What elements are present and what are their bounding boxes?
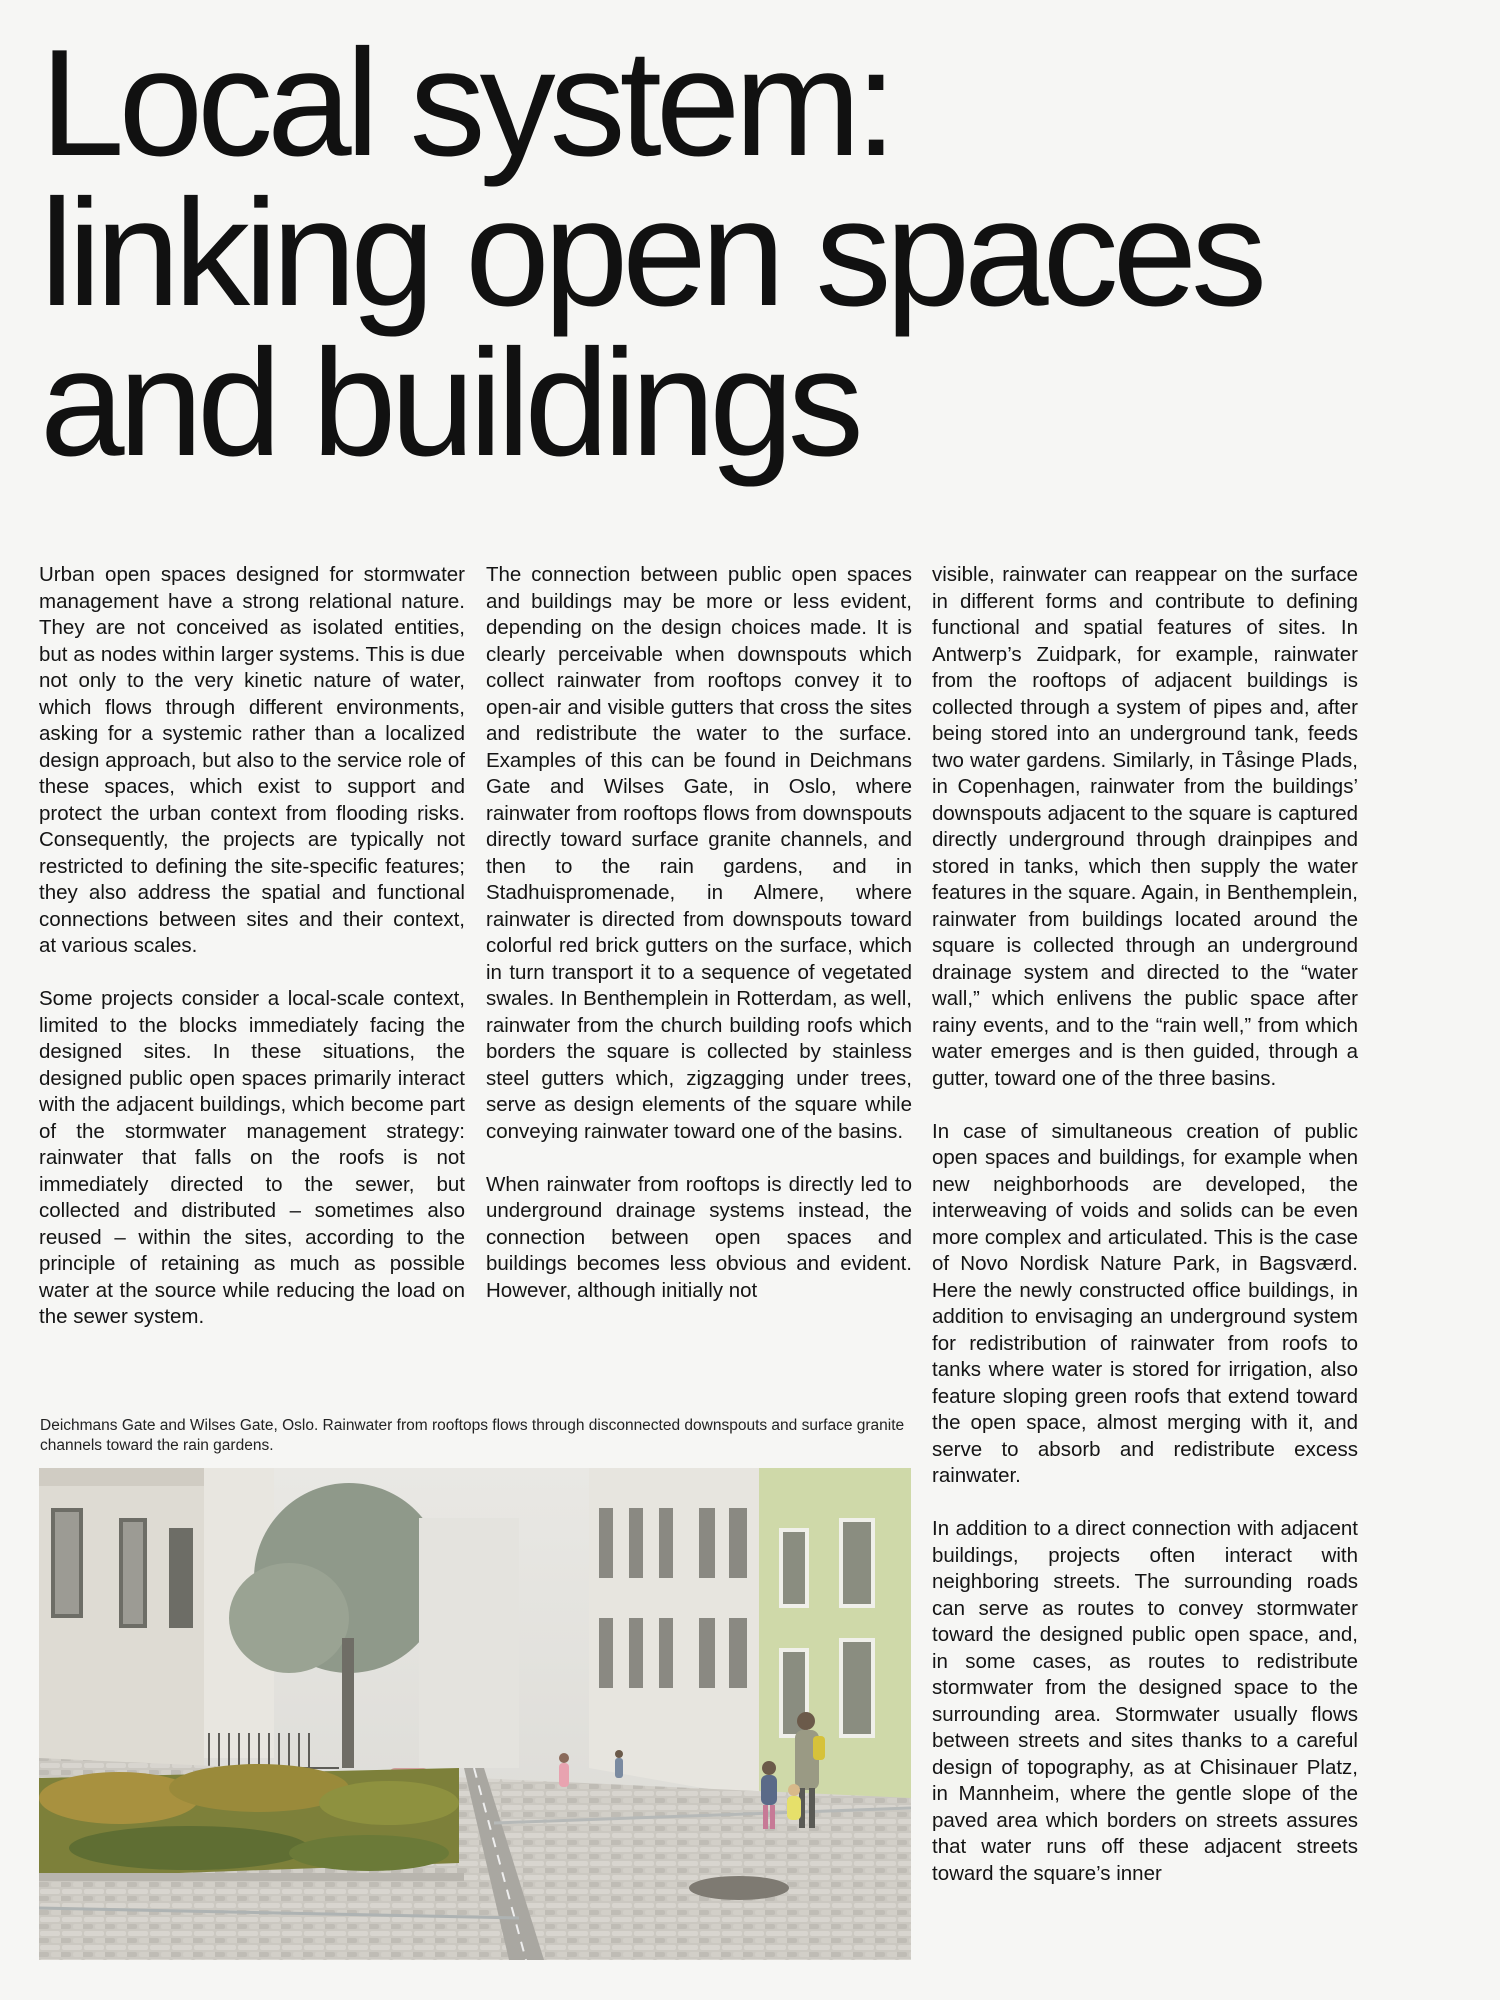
paragraph: In case of simultaneous creation of public open spaces and buildings, for example when new neighborhoods are developed, the interweaving of voids and solids can be even more complex and articulated. This is the case of Novo Nordisk Nature Park, in Bagsværd. Here the newly constructed office buildings, in addition to envisaging an underground system for redistribution of rainwater from roofs to tanks where water is stored for irrigation, also feature sloping green roofs that extend toward the open space, almost merging with it, and serve to absorb and redistribute excess rainwater. (932, 1119, 1358, 1487)
paragraph: The connection between public open spaces and buildings may be more or less evident, depending on the design choices made. It is clearly perceivable when downspouts which collect rainwater from rooftops convey it to open-air and visible gutters that cross the sites and redistribute the water to the surface. Examples of this can be found in Deichmans Gate and Wilses Gate, in Oslo, where rainwater from rooftops flows from downspouts directly toward surface granite channels, and then to the rain gardens, and in Stadhuispromenade, in Almere, where rainwater is directed from downspouts toward colorful red brick gutters on the surface, which in turn transport it to a sequence of vegetated swales. In Benthemplein in Rotterdam, as well, rainwater from the church building roofs which borders the square is collected by stainless steel gutters which, zigzagging under trees, serve as design elements of the square while conveying rainwater toward one of the basins. (486, 563, 912, 1143)
title-line-2: linking open spaces (40, 168, 1262, 338)
window (169, 1528, 193, 1628)
street-photo-illustration (39, 1468, 911, 1960)
paragraph: visible, rainwater can reappear on the surface in different forms and contribute to defining functional and spatial features of sites. In Antwerp’s Zuidpark, for example, rainwater from the rooftops of adjacent buildings is collected through a system of pipes and, after being stored into an underground tank, feeds two water gardens. Similarly, in Tåsinge Plads, in Copenhagen, rainwater from the buildings’ downspouts adjacent to the square is captured directly underground through drainpipes and stored in tanks, which then supply the water features in the square. Again, in Benthemplein, rainwater from buildings located around the square is collected through an underground drainage system and directed to the “water wall,” which enlivens the public space after rainy events, and to the “rain well,” from which water emerges and is then guided, through a gutter, toward one of the three basins. (932, 563, 1358, 1090)
paragraph: Some projects consider a local-scale context, limited to the blocks immediately facing the designed sites. In these situations, the designed public open spaces primarily interact with the adjacent buildings, which become part of the stormwater management strategy: rainwater that falls on the roofs is not immediately directed to the sewer, but collected and distributed – sometimes also reused – within the sites, according to the principle of retaining as much as possible water at the source while reducing the load on the sewer system. (39, 987, 465, 1328)
text-column-2 (486, 562, 912, 1304)
paragraph: When rainwater from rooftops is directly led to underground drainage systems instead, the connection between open spaces and buildings becomes less obvious and evident. However, although initially not (486, 1172, 912, 1302)
street-photo (39, 1468, 911, 1960)
tree-trunk (342, 1638, 354, 1768)
paragraph: In addition to a direct connection with adjacent buildings, projects often interact with neighboring streets. The surrounding roads can serve as routes to convey stormwater toward the designed public open space, and, in some cases, as routes to redistribute stormwater from the designed space to the surrounding area. Stormwater usually flows between streets and sites thanks to a careful design of topography, as at Chisinauer Platz, in Mannheim, where the gentle slope of the paved area which borders on streets assures that water runs off these adjacent streets toward the square’s inner (932, 1517, 1358, 1885)
figure-caption: Deichmans Gate and Wilses Gate, Oslo. Rainwater from rooftops flows through disconnected downspouts and surface granite channels toward the rain gardens. (40, 1417, 905, 1454)
paragraph: Urban open spaces designed for stormwater management have a strong relational nature. They are not conceived as isolated entities, but as nodes within larger systems. This is due not only to the very kinetic nature of water, which flows through different environments, asking for a systemic rather than a localized design approach, but also to the service role of these spaces, which exist to support and protect the urban context from flooding risks. Consequently, the projects are typically not restricted to defining the site-specific features; they also address the spatial and functional connections between sites and their context, at various scales. (39, 563, 465, 957)
title-line-3: and buildings (40, 318, 858, 488)
page-title (40, 18, 1460, 488)
text-column-1 (39, 562, 465, 1331)
manhole-cover (689, 1876, 789, 1900)
title-line-1: Local system: (40, 18, 892, 188)
text-column-3 (932, 562, 1358, 1887)
